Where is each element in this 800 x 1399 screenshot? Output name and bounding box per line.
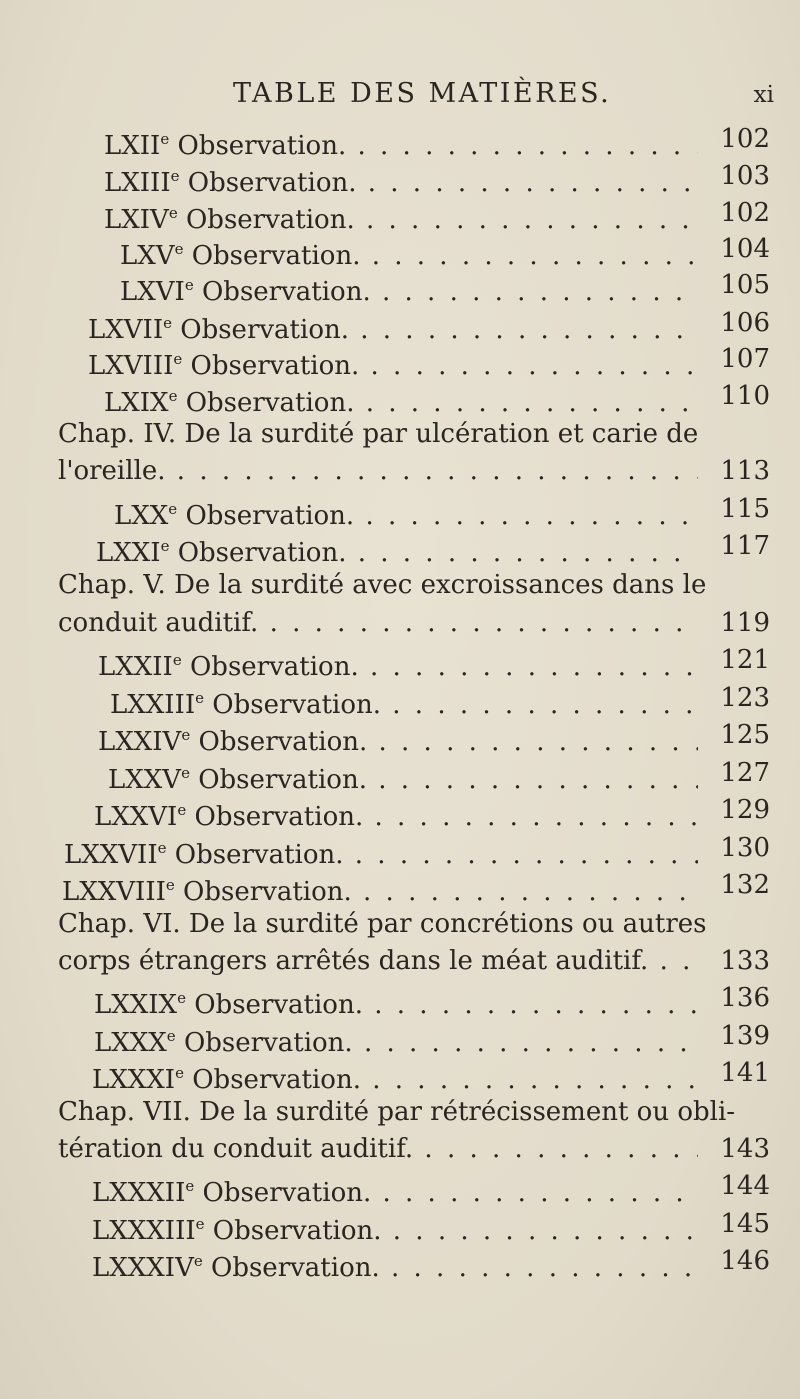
page-number: 110	[720, 381, 770, 411]
page-number: 119	[720, 608, 770, 638]
roman-numeral: LXV	[120, 241, 175, 271]
observation-label: Observation.	[189, 652, 359, 682]
observation-label: Observation.	[185, 501, 355, 531]
continuation-text: l'oreille.	[58, 456, 166, 486]
toc-entry-observation	[0, 230, 800, 271]
continuation-text: tération du conduit auditif.	[58, 1134, 414, 1164]
ordinal-superscript: e	[193, 1252, 203, 1270]
ordinal-superscript: e	[195, 689, 204, 707]
toc-entry-observation	[0, 1054, 800, 1095]
header-title: TABLE DES MATIÈRES.	[233, 78, 612, 109]
chapter-heading	[0, 566, 800, 604]
observation-label: Observation.	[202, 1178, 372, 1208]
page-number: 104	[720, 234, 770, 264]
toc-entry-observation	[0, 157, 800, 198]
page-number: 105	[720, 270, 770, 300]
page-number: 136	[720, 983, 770, 1013]
observation-label: Observation.	[194, 802, 364, 832]
page-number: 129	[720, 795, 770, 825]
ordinal-superscript: e	[181, 726, 191, 744]
ordinal-superscript: e	[184, 276, 194, 294]
toc-entry-title	[58, 452, 698, 490]
roman-numeral: LXVII	[88, 315, 164, 345]
ordinal-superscript: e	[168, 387, 178, 405]
observation-label: Observation.	[185, 388, 355, 418]
ordinal-superscript: e	[160, 130, 170, 148]
page-number: 139	[720, 1021, 770, 1051]
observation-label: Observation.	[212, 690, 381, 720]
roman-numeral: LXXXI	[92, 1065, 176, 1095]
toc-entry-observation	[0, 120, 800, 161]
roman-numeral: LXXIII	[110, 690, 196, 720]
ordinal-superscript: e	[195, 1215, 205, 1233]
chapter-heading-text: Chap. IV. De la surdité par ulcération et carie de	[58, 419, 699, 449]
page-number: 144	[720, 1171, 770, 1201]
page-number: 132	[720, 870, 770, 900]
toc-entry-observation	[0, 979, 800, 1020]
roman-numeral: LXXIX	[94, 990, 178, 1020]
toc-entry-chapter-continuation	[0, 942, 800, 980]
page-number: 113	[720, 456, 770, 486]
ordinal-superscript: e	[160, 537, 170, 555]
ordinal-superscript: e	[177, 801, 187, 819]
toc-entry-observation	[0, 1242, 800, 1283]
roman-numeral: LXIII	[104, 168, 171, 198]
ordinal-superscript: e	[168, 500, 178, 518]
page-number: 123	[720, 683, 770, 713]
page-number: 145	[720, 1209, 770, 1239]
toc-entry-observation	[0, 527, 800, 568]
page-number: 127	[720, 758, 770, 788]
toc-entry-observation	[0, 754, 800, 795]
toc-entry-observation	[0, 679, 800, 720]
observation-label: Observation.	[177, 131, 347, 161]
roman-numeral: LXXII	[98, 652, 173, 682]
roman-numeral: LXVI	[120, 277, 185, 307]
page-number: 121	[720, 645, 770, 675]
ordinal-superscript: e	[185, 1177, 195, 1195]
observation-label: Observation.	[191, 241, 361, 271]
ordinal-superscript: e	[165, 876, 175, 894]
toc-entry-observation	[0, 1167, 800, 1208]
continuation-text: corps étrangers arrêtés dans le méat auditif.	[58, 946, 649, 976]
roman-numeral: LXIV	[104, 205, 169, 235]
observation-label: Observation.	[180, 315, 349, 345]
observation-label: Observation.	[183, 1028, 353, 1058]
toc-entry-observation	[0, 641, 800, 682]
chapter-heading	[0, 905, 800, 943]
roman-numeral: LXXV	[108, 765, 182, 795]
page-number: 133	[720, 946, 770, 976]
page-number: 146	[720, 1246, 770, 1276]
roman-numeral: LXXXII	[92, 1178, 186, 1208]
page-number: 143	[720, 1134, 770, 1164]
page-number: 106	[720, 308, 770, 338]
observation-label: Observation.	[198, 765, 367, 795]
page-number: 107	[720, 344, 770, 374]
page-number: 141	[720, 1058, 770, 1088]
observation-label: Observation.	[201, 277, 371, 307]
ordinal-superscript: e	[174, 240, 184, 258]
observation-label: Observation.	[190, 351, 360, 381]
toc-entry-chapter-continuation	[0, 1130, 800, 1168]
toc-entry-observation	[0, 866, 800, 907]
toc-entry-observation	[0, 829, 800, 870]
roman-numeral: LXXXIV	[92, 1253, 194, 1283]
roman-numeral: LXXIV	[98, 727, 182, 757]
toc-entry-observation	[0, 1017, 800, 1058]
roman-numeral: LXXVI	[94, 802, 178, 832]
ordinal-superscript: e	[172, 651, 182, 669]
toc-entry-observation	[0, 1205, 800, 1246]
page-number: 115	[720, 494, 770, 524]
roman-numeral: LXIX	[104, 388, 169, 418]
toc-entry-observation	[0, 194, 800, 235]
ordinal-superscript: e	[175, 1064, 184, 1082]
page-number: 125	[720, 720, 770, 750]
chapter-heading-text: Chap. VII. De la surdité par rétrécissement ou obli-	[58, 1097, 736, 1127]
ordinal-superscript: e	[157, 839, 167, 857]
toc-entry-chapter-continuation	[0, 452, 800, 490]
ordinal-superscript: e	[181, 764, 190, 782]
page-number: 102	[720, 198, 770, 228]
header-page-number: xi	[753, 82, 774, 108]
roman-numeral: LXXI	[96, 538, 161, 568]
roman-numeral: LXVIII	[88, 351, 174, 381]
chapter-heading	[0, 1093, 800, 1131]
toc-entry-observation	[0, 490, 800, 531]
ordinal-superscript: e	[173, 350, 183, 368]
ordinal-superscript: e	[177, 989, 186, 1007]
page-number: 117	[720, 531, 770, 561]
roman-numeral: LXX	[114, 501, 169, 531]
chapter-heading-text: Chap. VI. De la surdité par concrétions ou autres	[58, 909, 707, 939]
page-number: 102	[720, 124, 770, 154]
roman-numeral: LXXVIII	[62, 877, 166, 907]
observation-label: Observation.	[185, 205, 355, 235]
toc-entry-observation	[0, 791, 800, 832]
toc-entry-observation	[0, 304, 800, 345]
observation-label: Observation.	[194, 990, 363, 1020]
observation-label: Observation.	[192, 1065, 361, 1095]
page-number: 130	[720, 833, 770, 863]
roman-numeral: LXXVII	[64, 840, 158, 870]
toc-entry-title	[58, 1130, 698, 1168]
chapter-heading-text: Chap. V. De la surdité avec excroissances dans le	[58, 570, 707, 600]
ordinal-superscript: e	[168, 204, 178, 222]
toc-entry-observation	[0, 377, 800, 418]
observation-label: Observation.	[211, 1253, 380, 1283]
ordinal-superscript: e	[163, 314, 172, 332]
toc-entry-observation	[0, 716, 800, 757]
toc-entry-title	[58, 604, 698, 642]
running-header	[0, 78, 800, 114]
chapter-heading	[0, 415, 800, 453]
observation-label: Observation.	[212, 1216, 382, 1246]
toc-entry-chapter-continuation	[0, 604, 800, 642]
continuation-text: conduit auditif.	[58, 608, 259, 638]
roman-numeral: LXXXIII	[92, 1216, 196, 1246]
roman-numeral: LXXX	[94, 1028, 167, 1058]
toc-entry-observation	[0, 266, 800, 307]
observation-label: Observation.	[187, 168, 357, 198]
toc-entry-title	[92, 1242, 698, 1287]
page-number: 103	[720, 161, 770, 191]
roman-numeral: LXII	[104, 131, 161, 161]
observation-label: Observation.	[198, 727, 368, 757]
toc-entry-title	[58, 942, 698, 980]
ordinal-superscript: e	[170, 167, 180, 185]
observation-label: Observation.	[177, 538, 347, 568]
toc-entry-observation	[0, 340, 800, 381]
observation-label: Observation.	[174, 840, 344, 870]
observation-label: Observation.	[183, 877, 352, 907]
ordinal-superscript: e	[166, 1027, 176, 1045]
